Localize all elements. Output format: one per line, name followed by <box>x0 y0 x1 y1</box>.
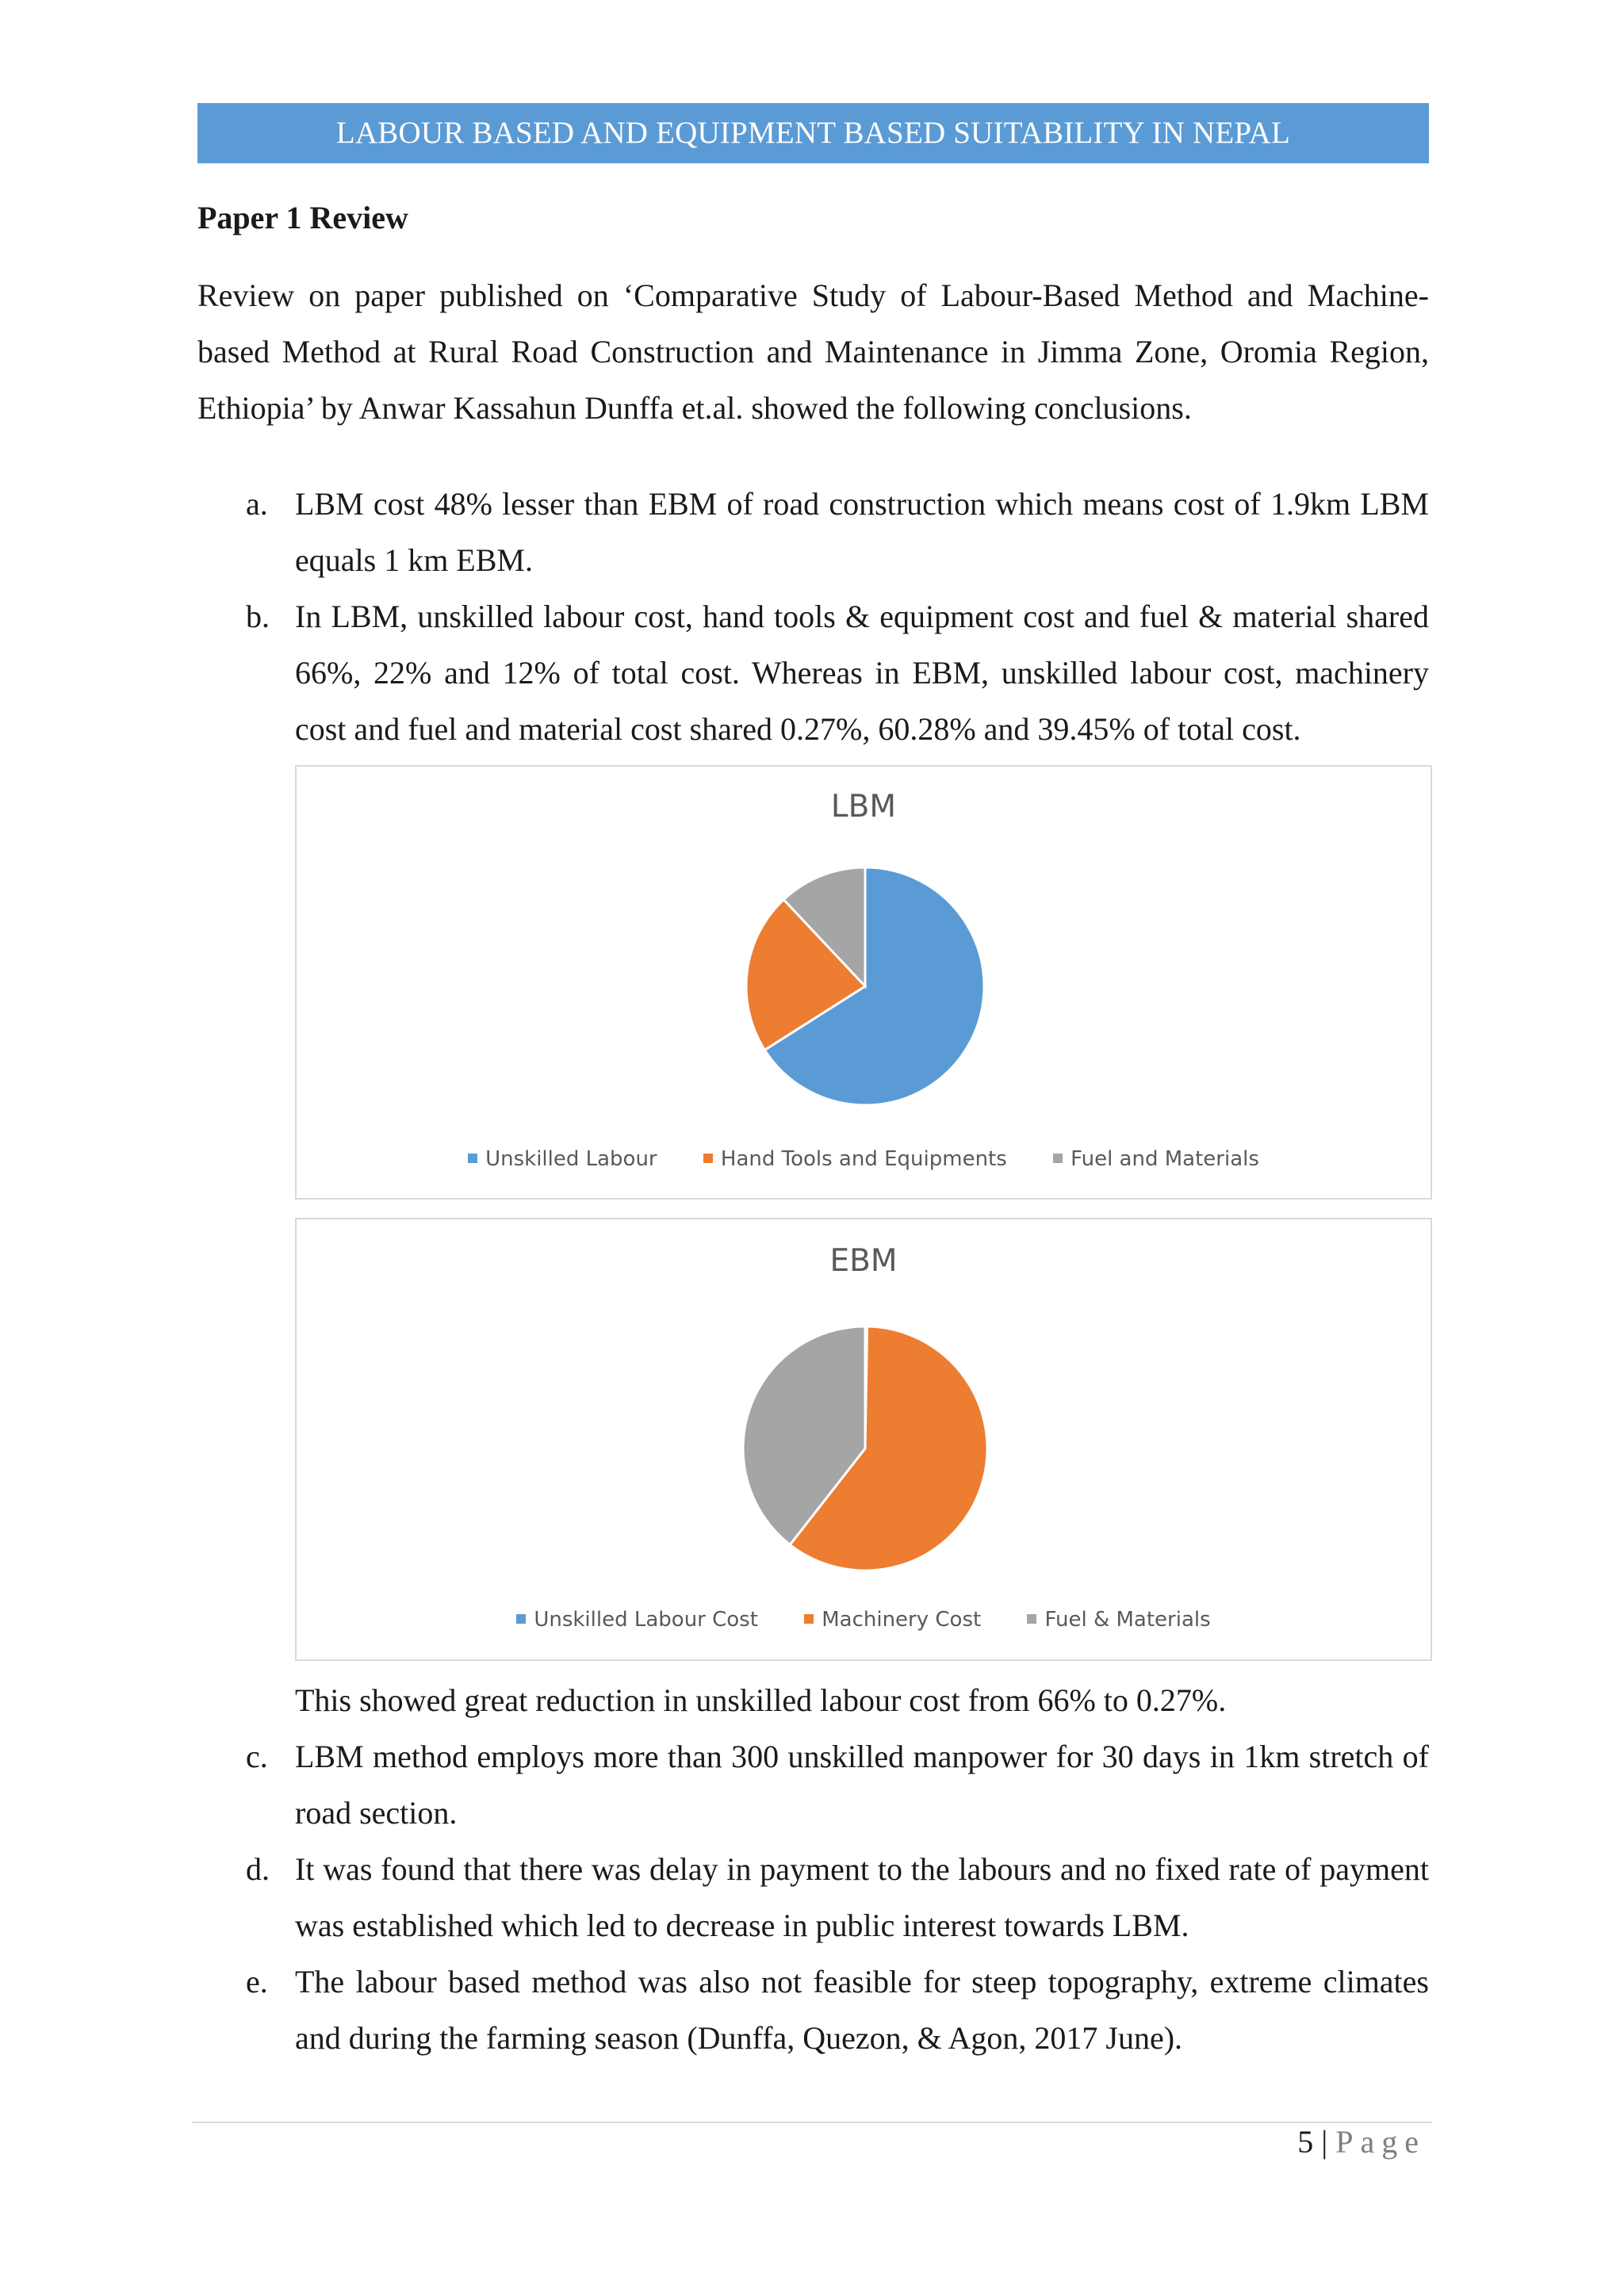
legend-label: Machinery Cost <box>822 1608 982 1632</box>
chart-summary-note: This showed great reduction in unskilled labour cost from 66% to 0.27%. <box>295 1682 1227 1718</box>
page-footer <box>1297 2123 1426 2160</box>
list-marker: c. <box>246 1739 268 1774</box>
legend-swatch <box>1027 1614 1036 1624</box>
legend-item <box>703 1147 1007 1171</box>
section-title: Paper 1 Review <box>197 200 408 235</box>
ebm-pie <box>297 1219 1431 1659</box>
legend-item <box>516 1608 758 1632</box>
chart-legend <box>297 1147 1431 1171</box>
page-separator: | <box>1321 2124 1328 2160</box>
list-marker: a. <box>246 486 268 522</box>
legend-swatch <box>516 1614 526 1624</box>
intro-paragraph: Review on paper published on ‘Comparative Study of Labour-Based Method and Machine-based Method at Rural Road Construction and Maintenance in Jimma Zone, Oromia Region, Ethiopia’ by Anwar Kassahun Dunffa et.al. showed the following conclusions. <box>197 277 1429 426</box>
legend-label: Unskilled Labour Cost <box>534 1608 758 1632</box>
footer-divider <box>192 2122 1432 2123</box>
legend-label: Fuel and Materials <box>1071 1147 1259 1171</box>
lbm-pie <box>297 767 1431 1198</box>
chart-legend <box>297 1608 1431 1632</box>
running-header: LABOUR BASED AND EQUIPMENT BASED SUITABILITY IN NEPAL <box>197 103 1429 163</box>
chart-title: LBM <box>830 789 897 825</box>
lbm-chart <box>295 765 1432 1200</box>
legend-item <box>1053 1147 1259 1171</box>
list-item-text: The labour based method was also not feasible for steep topography, extreme climates and during the farming season (Dunffa, Quezon, & Agon, 2017 June). <box>295 1964 1429 2056</box>
legend-swatch <box>468 1154 477 1163</box>
chart-title: EBM <box>829 1243 898 1279</box>
ebm-chart <box>295 1218 1432 1661</box>
legend-swatch <box>804 1614 814 1624</box>
legend-label: Fuel & Materials <box>1044 1608 1211 1632</box>
page-word: Page <box>1335 2124 1426 2160</box>
legend-item <box>804 1608 981 1632</box>
page-number: 5 <box>1297 2124 1314 2160</box>
list-item-text: In LBM, unskilled labour cost, hand tools & equipment cost and fuel & material shared 66%, 22% and 12% of total cost. Whereas in EBM, unskilled labour cost, machinery cost and fuel and material cost shared 0.27%, 60.28% and 39.45% of total cost. <box>295 599 1429 747</box>
list-marker: b. <box>246 599 270 634</box>
list-item-text: It was found that there was delay in payment to the labours and no fixed rate of payment was established which led to decrease in public interest towards LBM. <box>295 1851 1429 1943</box>
list-marker: d. <box>246 1851 270 1887</box>
list-item-text: LBM method employs more than 300 unskilled manpower for 30 days in 1km stretch of road section. <box>295 1739 1429 1831</box>
legend-swatch <box>703 1154 713 1163</box>
legend-item <box>1027 1608 1210 1632</box>
legend-swatch <box>1053 1154 1063 1163</box>
list-item-text: LBM cost 48% lesser than EBM of road construction which means cost of 1.9km LBM equals 1 km EBM. <box>295 486 1429 578</box>
legend-item <box>468 1147 657 1171</box>
list-marker: e. <box>246 1964 268 1999</box>
legend-label: Unskilled Labour <box>485 1147 657 1171</box>
legend-label: Hand Tools and Equipments <box>720 1147 1007 1171</box>
